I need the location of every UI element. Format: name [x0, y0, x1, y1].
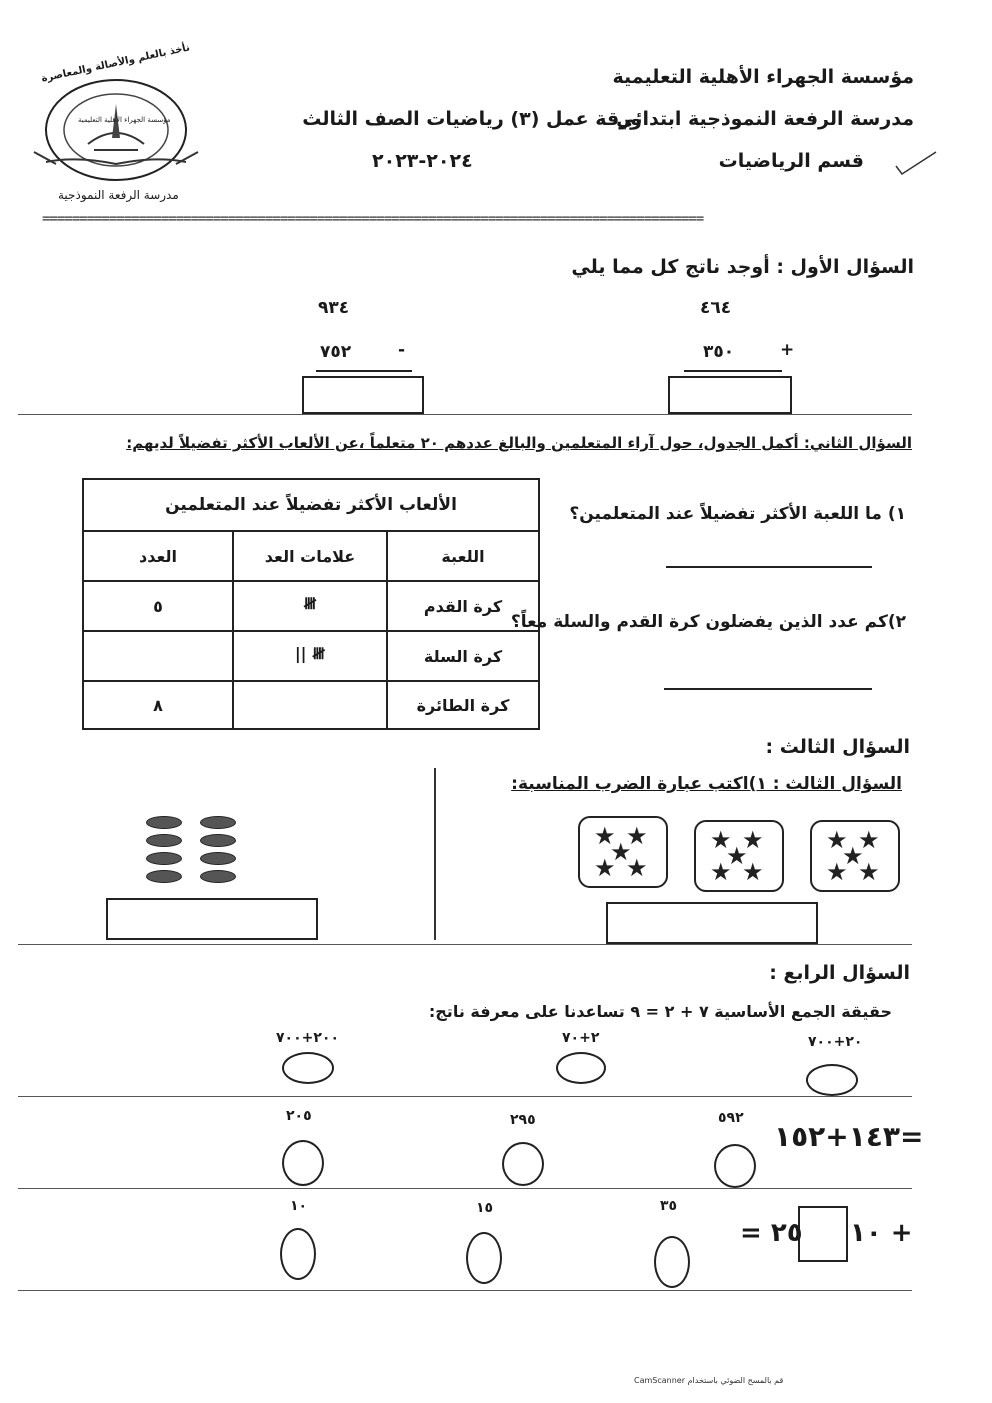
disc-icon [200, 852, 236, 865]
table-header-count: العدد [83, 531, 233, 581]
logo-caption: مدرسة الرفعة النموذجية [58, 188, 179, 202]
q4-row3-option: ٣٥ [660, 1198, 678, 1214]
q4-fact: حقيقة الجمع الأساسية ٧ + ٢ = ٩ تساعدنا على معرفة ناتج: [428, 1002, 892, 1021]
star-icon: ★ [626, 854, 648, 882]
section-divider [18, 944, 912, 945]
q1-title: السؤال الأول : أوجد ناتج كل مما يلي [571, 256, 914, 278]
q4-row3-choice-oval[interactable] [654, 1236, 690, 1288]
q1-right-top: ٤٦٤ [700, 298, 732, 318]
q4-row1-option: ٢٠+٧٠٠ [808, 1034, 863, 1050]
q2-answer-line-2[interactable] [664, 688, 872, 690]
table-cell-count-empty[interactable] [83, 631, 233, 681]
disc-icon [146, 852, 182, 865]
star-icon: ★ [610, 838, 632, 866]
q1-right-answer-box[interactable] [668, 376, 792, 414]
q4-row1-option: ٢+٧٠ [562, 1030, 600, 1046]
star-icon: ★ [858, 826, 880, 854]
school-logo [26, 42, 201, 202]
q4-row2-option: ٢٩٥ [510, 1112, 536, 1128]
star-icon: ★ [842, 842, 864, 870]
q4-row2-option: ٥٩٢ [718, 1110, 744, 1126]
star-icon: ★ [826, 858, 848, 886]
school-year: ٢٠٢٤-٢٠٢٣ [372, 150, 473, 172]
disc-icon [200, 870, 236, 883]
star-icon: ★ [594, 854, 616, 882]
table-cell-tally: 𝍸 [233, 581, 387, 631]
star-group-card [578, 816, 668, 888]
star-group-card [694, 820, 784, 892]
star-icon: ★ [594, 822, 616, 850]
worksheet-title: ورقة عمل (٣) رياضيات الصف الثالث [302, 108, 642, 130]
table-caption: الألعاب الأكثر تفضيلاً عند المتعلمين [83, 479, 539, 531]
q4-row1-choice-oval[interactable] [556, 1052, 606, 1084]
q3-right-answer-box[interactable] [606, 902, 818, 944]
table-header-game: اللعبة [387, 531, 539, 581]
q4-row2-expression: =١٤٣+١٥٢ [774, 1120, 924, 1153]
checkmark-icon [892, 146, 940, 180]
q4-row3-addend: + ١٠ [850, 1218, 913, 1248]
q3-vertical-divider [434, 768, 436, 940]
q4-row1-choice-oval[interactable] [282, 1052, 334, 1084]
q4-row2-choice-circle[interactable] [282, 1140, 324, 1186]
star-icon: ★ [710, 858, 732, 886]
q3-subtitle: السؤال الثالث : ١)اكتب عبارة الضرب المناسبة: [511, 774, 902, 794]
q1-right-sum-line [684, 370, 782, 372]
q2-question-1: ١) ما اللعبة الأكثر تفضيلاً عند المتعلمين؟ [569, 504, 906, 524]
q4-row3-option: ١٠ [290, 1198, 308, 1214]
q4-row3-answer-box[interactable] [798, 1206, 848, 1262]
q1-left-answer-box[interactable] [302, 376, 424, 414]
q1-left-sum-line [316, 370, 412, 372]
star-icon: ★ [710, 826, 732, 854]
q4-row3-choice-oval[interactable] [280, 1228, 316, 1280]
star-icon: ★ [742, 858, 764, 886]
disc-icon [200, 816, 236, 829]
star-group-card [810, 820, 900, 892]
q2-question-2: ٢)كم عدد الذين يفضلون كرة القدم والسلة معاً؟ [510, 612, 906, 632]
q4-row2-option: ٢٠٥ [286, 1108, 312, 1124]
institution-name: مؤسسة الجهراء الأهلية التعليمية [612, 66, 914, 88]
q3-title: السؤال الثالث : [765, 736, 910, 758]
table-cell-count: ٨ [83, 681, 233, 729]
table-cell-game: كرة القدم [387, 581, 539, 631]
section-divider [18, 1096, 912, 1097]
star-icon: ★ [742, 826, 764, 854]
q1-left-operator: - [398, 340, 412, 360]
q2-answer-line-1[interactable] [666, 566, 872, 568]
q1-left-top: ٩٣٤ [318, 298, 350, 318]
q4-title: السؤال الرابع : [769, 962, 910, 984]
q4-row1-option: ٢٠٠+٧٠٠ [276, 1030, 340, 1046]
q1-right-operator: + [780, 340, 801, 360]
disc-icon [200, 834, 236, 847]
q4-row3-option: ١٥ [476, 1200, 494, 1216]
table-cell-game: كرة السلة [387, 631, 539, 681]
table-cell-tally: 𝍸 || [233, 631, 387, 681]
tally-table [82, 478, 540, 730]
section-divider [18, 1290, 912, 1291]
disc-icon [146, 834, 182, 847]
q4-row3-choice-oval[interactable] [466, 1232, 502, 1284]
logo-inner-text: مؤسسة الجهراء الأهلية التعليمية [78, 116, 171, 124]
scanner-watermark: CamScanner قم بالمسح الضوئي باستخدام [634, 1376, 784, 1385]
q1-left-bottom: ٧٥٢ [320, 342, 352, 362]
q4-row1-choice-oval[interactable] [806, 1064, 858, 1096]
star-icon: ★ [626, 822, 648, 850]
table-cell-count: ٥ [83, 581, 233, 631]
header-separator: ========================================================================================= [42, 211, 704, 227]
q4-row3-result: ٢٥ = [740, 1218, 803, 1248]
table-cell-tally-empty[interactable] [233, 681, 387, 729]
star-icon: ★ [858, 858, 880, 886]
disc-icon [146, 816, 182, 829]
q1-right-bottom: ٣٥٠ [703, 342, 735, 362]
q4-row2-choice-circle[interactable] [502, 1142, 544, 1186]
q2-title: السؤال الثاني: أكمل الجدول، حول آراء المتعلمين والبالغ عددهم ٢٠ متعلماً ،عن الألعاب الأكثر تفضيلاً لديهم: [126, 434, 912, 452]
star-icon: ★ [726, 842, 748, 870]
star-icon: ★ [826, 826, 848, 854]
section-divider [18, 414, 912, 415]
q3-left-answer-box[interactable] [106, 898, 318, 940]
section-divider [18, 1188, 912, 1189]
department-name: قسم الرياضيات [718, 150, 864, 172]
logo-arc-text: نأخذ بالعلم والأصالة والمعاصرة [40, 42, 191, 85]
school-name: مدرسة الرفعة النموذجية ابتدائي [616, 108, 914, 130]
q4-row2-choice-circle[interactable] [714, 1144, 756, 1188]
table-header-tally: علامات العد [233, 531, 387, 581]
table-cell-game: كرة الطائرة [387, 681, 539, 729]
disc-icon [146, 870, 182, 883]
